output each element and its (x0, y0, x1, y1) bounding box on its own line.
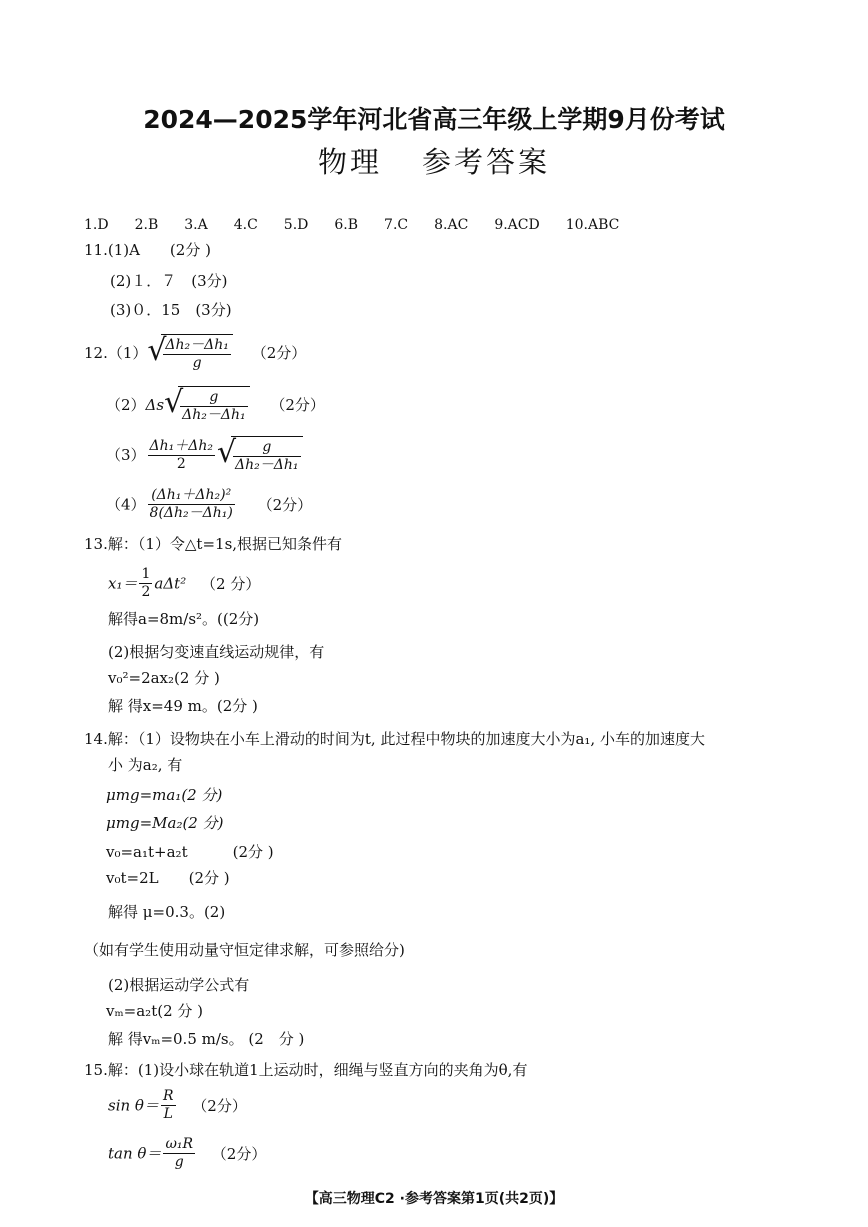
q13-line3: 解得a=8m/s²。((2分) (108, 610, 260, 628)
fraction: $\frac{1}{2}$ (141, 566, 151, 600)
q14-line6: v₀t=2L (2分 ) (106, 869, 230, 887)
q12-part1 (84, 334, 306, 374)
q13-line6: 解 得x=49 m。(2分 ) (108, 697, 258, 715)
q12-label1: 12.（1） (84, 344, 148, 362)
sqrt-expr: √ $\frac{\text{Δh₂－Δh₁}}{g}$ (147, 334, 233, 372)
q12-part2 (106, 386, 325, 426)
dh1: Δh₁ (149, 437, 175, 454)
mc-answer: 7.C (384, 217, 409, 233)
mc-answer: 5.D (283, 217, 309, 233)
q14-line4: μmg=Ma₂(2 分) (106, 814, 224, 832)
fraction: $\frac{\text{ω₁R}}{g}$ (165, 1136, 194, 1170)
q14-line2: 小 为a₂, 有 (108, 756, 183, 774)
q14-line11: 解 得vₘ=0.5 m/s。 (2 分 ) (108, 1030, 305, 1048)
q14-line5: v₀=a₁t+a₂t (2分 ) (106, 843, 274, 861)
q14-line10: vₘ=a₂t(2 分 ) (106, 1002, 204, 1020)
g-symbol: g (192, 355, 202, 371)
q14-line8: （如有学生使用动量守恒定律求解，可参照给分) (84, 941, 405, 959)
q15-tan-eq: tan θ＝ $\frac{\text{ω₁R}}{g}$ （2分） (108, 1136, 267, 1170)
fraction: $\frac{R}{L}$ (162, 1088, 174, 1122)
q13-line4: (2)根据匀变速直线运动规律，有 (108, 643, 325, 661)
q12-part4 (106, 487, 312, 527)
dh2: Δh₂ (165, 337, 191, 353)
q11-part3: (3)０．15 (3分) (110, 301, 232, 319)
q14-line7: 解得 μ=0.3。(2) (108, 903, 226, 921)
mc-answers-row (84, 214, 645, 235)
q12-part3 (106, 436, 303, 476)
sqrt-expr: √ $\frac{g}{\text{Δh₂－Δh₁}}$ (217, 436, 303, 474)
g-symbol: g (180, 389, 248, 407)
dh2: Δh₂ (235, 457, 260, 473)
fraction: $\frac{\text{Δh₁＋Δh₂}}{2}$ (149, 437, 214, 472)
mc-answer: 9.ACD (494, 217, 540, 233)
dh2: Δh₂ (188, 437, 214, 454)
q12-score2: （2分） (270, 396, 325, 414)
dh1: Δh₁ (204, 337, 229, 353)
mc-answer: 10.ABC (565, 217, 620, 233)
q13-eq1: x₁＝ $\frac{1}{2}$ aΔt² （2 分） (108, 566, 261, 600)
exam-title: 2024—2025学年河北省高三年级上学期9月份考试 (143, 105, 725, 134)
q12-score1: （2分） (251, 344, 307, 362)
q14-line9: (2)根据运动学公式有 (108, 976, 250, 994)
q12-label2: （2） (106, 396, 146, 414)
q15-sin-eq: sin θ＝ $\frac{R}{L}$ （2分） (108, 1088, 247, 1122)
dh2: Δh₂ (182, 407, 207, 423)
q15-line1: 15.解：(1)设小球在轨道1上运动时，细绳与竖直方向的夹角为θ,有 (84, 1061, 528, 1079)
q11-part1: 11.(1)A (2分 ) (84, 241, 211, 259)
q12-label3: （3） (106, 446, 146, 464)
doc-type-label: 参考答案 (422, 145, 551, 179)
mc-answer: 2.B (134, 217, 159, 233)
q13-line5: v₀²=2ax₂(2 分 ) (108, 669, 220, 687)
subject-label: 物理 (317, 145, 382, 179)
page-footer: 【高三物理C2 ·参考答案第1页(共2页)】 (304, 1191, 564, 1207)
q12-score4: （2分） (257, 495, 313, 514)
mc-answer: 6.B (334, 217, 359, 233)
q14-line3: μmg=ma₁(2 分) (106, 786, 223, 804)
fraction: $\frac{\text{(Δh₁＋Δh₂)²}}{\text{8(Δh₂－Δh₁)}}$ (149, 487, 233, 521)
sqrt-expr: √ $\frac{g}{\text{Δh₂－Δh₁}}$ (164, 386, 250, 424)
mc-answer: 4.C (233, 217, 258, 233)
ds-symbol: Δs (145, 396, 165, 414)
dh1: Δh₁ (273, 457, 299, 473)
answer-heading (0, 140, 868, 181)
mc-answer: 1.D (84, 217, 109, 233)
q12-label4: （4） (106, 495, 146, 514)
q13-intro: 13.解：（1）令△t=1s,根据已知条件有 (84, 535, 343, 553)
q11-part2: (2)１．７ (3分) (110, 272, 228, 290)
mc-answer: 3.A (184, 217, 208, 233)
mc-answer: 8.AC (434, 217, 469, 233)
dh1: Δh₁ (220, 407, 246, 423)
q14-line1: 14.解：（1）设物块在小车上滑动的时间为t, 此过程中物块的加速度大小为a₁, 小车的加速度大 (84, 730, 705, 748)
g-symbol: g (233, 439, 301, 457)
